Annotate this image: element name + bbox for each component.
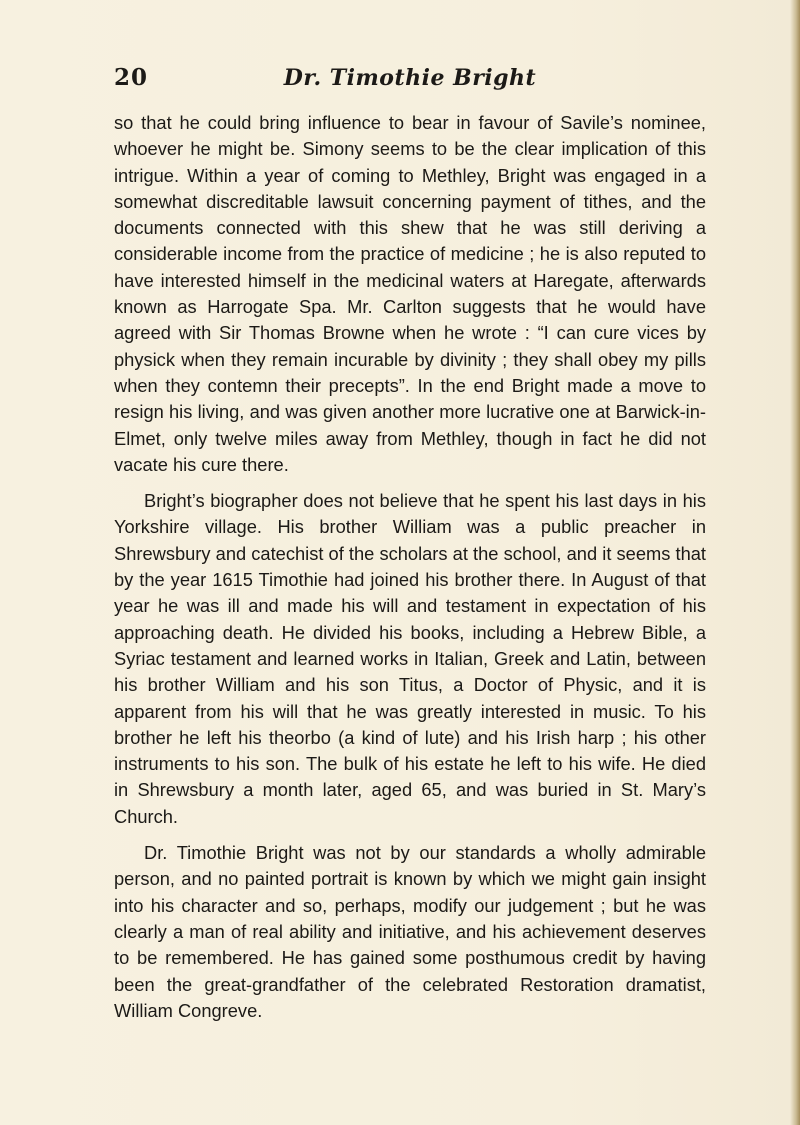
paragraph-1: so that he could bring influence to bear in favour of Savile’s nominee, whoever he might be. Simony seems to be the clear implication of this intrigue. Within a year of coming to Methley, Bright was engaged in a somewhat discreditable lawsuit concerning payment of tithes, and the documents connected with this shew that he was still deriving a considerable income from the practice of medicine ; he is also reputed to have interested himself in the medicinal waters at Haregate, afterwards known as Harrogate Spa. Mr. Carlton suggests that he would have agreed with Sir Thomas Browne when he wrote : “I can cure vices by physick when they remain incurable by divinity ; they shall obey my pills when they contemn their precepts”. In the end Bright made a move to resign his living, and was given another more lucrative one at Barwick-in-Elmet, only twelve miles away from Methley, though in fact he did not vacate his cure there.	[114, 112, 706, 475]
running-head	[114, 58, 706, 98]
body-text	[114, 110, 706, 1024]
paragraph-3: Dr. Timothie Bright was not by our standards a wholly admirable person, and no painted portrait is known by which we might gain insight into his character and so, perhaps, modify our judgement ; but he was clearly a man of real ability and initiative, and his achievement deserves to be remembered. He has gained some posthumous credit by having been the great-grandfather of the celebrated Restoration dramatist, William Congreve.	[114, 842, 706, 1021]
paragraph-2: Bright’s biographer does not believe that he spent his last days in his Yorkshire village. His brother William was a public preacher in Shrewsbury and catechist of the scholars at the school, and it seems that by the year 1615 Timothie had joined his brother there. In August of that year he was ill and made his will and testament in expectation of his approaching death. He divided his books, including a Hebrew Bible, a Syriac testament and learned works in Italian, Greek and Latin, between his brother William and his son Titus, a Doctor of Physic, and it is apparent from his will that he was greatly interested in music. To his brother he left his theorbo (a kind of lute) and his Irish harp ; his other instruments to his son. The bulk of his estate he left to his wife. He died in Shrewsbury a month later, aged 65, and was buried in St. Mary’s Church.	[114, 490, 706, 827]
page-number: 20	[114, 64, 149, 91]
page-edge-shadow	[790, 0, 800, 1125]
running-title: Dr. Timothie Bright	[283, 65, 537, 91]
